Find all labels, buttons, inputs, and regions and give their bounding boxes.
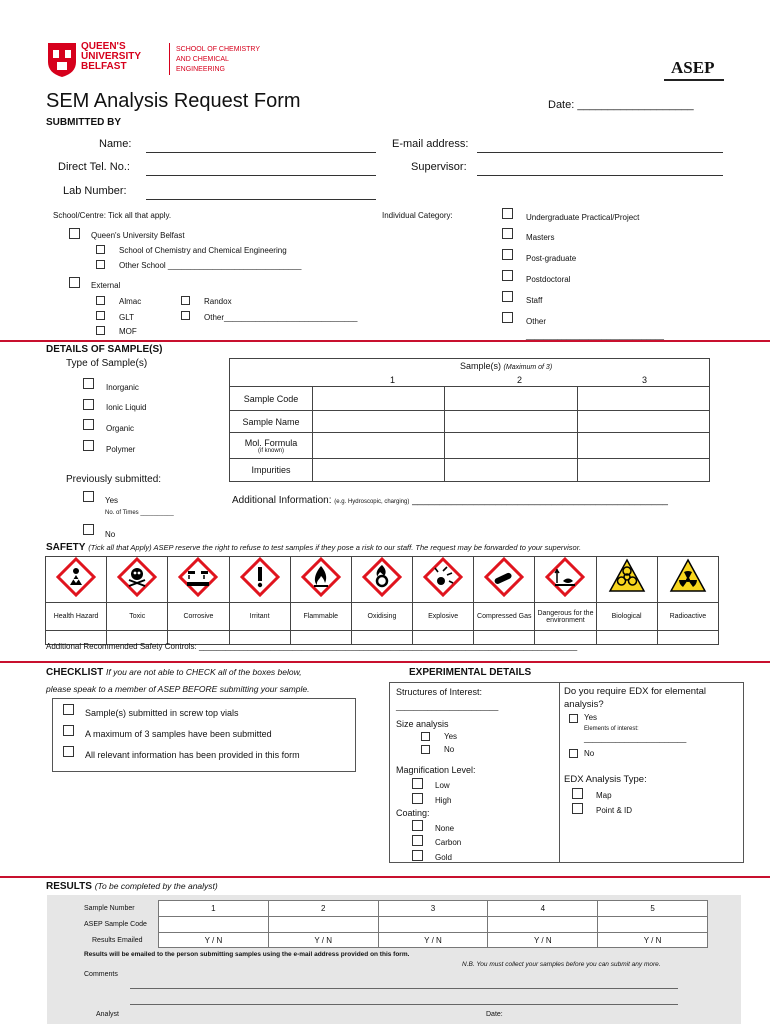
emailed-yn-cell[interactable]: Y / N bbox=[488, 933, 598, 948]
comments-line[interactable] bbox=[130, 988, 678, 989]
page-title: SEM Analysis Request Form bbox=[46, 90, 301, 112]
qub-logo bbox=[47, 42, 77, 78]
hazard-cell[interactable] bbox=[229, 557, 290, 603]
mol-formula-cell[interactable] bbox=[577, 433, 709, 459]
sample-code-cell[interactable] bbox=[445, 387, 577, 411]
postdoctoral-checkbox[interactable] bbox=[502, 270, 513, 281]
flame-icon bbox=[301, 557, 341, 597]
hazard-tick-cell[interactable] bbox=[596, 631, 657, 645]
sample-name-label: Sample Name bbox=[230, 411, 313, 433]
hazard-table bbox=[45, 556, 719, 645]
sample-name-cell[interactable] bbox=[577, 411, 709, 433]
qub-checkbox[interactable] bbox=[69, 228, 80, 239]
additional-safety-controls[interactable]: Additional Recommended Safety Controls: _____________________________________________________________________________________ bbox=[46, 642, 578, 651]
radiation-icon bbox=[668, 557, 708, 597]
sample-name-cell[interactable] bbox=[313, 411, 445, 433]
emailed-yn-cell[interactable]: Y / N bbox=[268, 933, 378, 948]
mag-high-checkbox[interactable] bbox=[412, 793, 423, 804]
corrosive-icon bbox=[178, 557, 218, 597]
result-col-number: 2 bbox=[268, 901, 378, 917]
size-yes-checkbox[interactable] bbox=[421, 732, 430, 741]
ionic-liquid-checkbox[interactable] bbox=[83, 399, 94, 410]
hazard-label: Irritant bbox=[229, 603, 290, 631]
results-table bbox=[158, 900, 708, 948]
biohazard-icon bbox=[607, 557, 647, 597]
hazard-cell[interactable] bbox=[596, 557, 657, 603]
hazard-cell[interactable] bbox=[46, 557, 107, 603]
hazard-cell[interactable] bbox=[535, 557, 596, 603]
asep-code-cell[interactable] bbox=[598, 917, 708, 933]
exclamation-icon bbox=[240, 557, 280, 597]
supervisor-field[interactable] bbox=[477, 175, 723, 176]
polymer-checkbox[interactable] bbox=[83, 440, 94, 451]
hazard-cell[interactable] bbox=[657, 557, 718, 603]
checklist-item-checkbox[interactable] bbox=[63, 704, 74, 715]
organic-checkbox[interactable] bbox=[83, 419, 94, 430]
samples-table: Sample(s) (Maximum of 3) 1 2 3 Sample Code Sample Name Mol. Formula (if known) Impurities bbox=[229, 358, 710, 482]
almac-checkbox[interactable] bbox=[96, 296, 105, 305]
environment-icon bbox=[545, 557, 585, 597]
hazard-label: Compressed Gas bbox=[474, 603, 535, 631]
impurities-cell[interactable] bbox=[313, 459, 445, 482]
mag-low-checkbox[interactable] bbox=[412, 778, 423, 789]
checklist-heading: CHECKLIST If you are not able to CHECK all of the boxes below, bbox=[46, 667, 302, 678]
mol-formula-label: Mol. Formula (if known) bbox=[230, 433, 313, 459]
sample-code-label: Sample Code bbox=[230, 387, 313, 411]
postgraduate-checkbox[interactable] bbox=[502, 249, 513, 260]
mof-checkbox[interactable] bbox=[96, 326, 105, 335]
asep-code-cell[interactable] bbox=[268, 917, 378, 933]
lab-number-field[interactable] bbox=[146, 199, 376, 200]
gas-cylinder-icon bbox=[484, 557, 524, 597]
skull-icon bbox=[117, 557, 157, 597]
inorganic-checkbox[interactable] bbox=[83, 378, 94, 389]
hazard-cell[interactable] bbox=[474, 557, 535, 603]
glt-checkbox[interactable] bbox=[96, 311, 105, 320]
edx-yes-checkbox[interactable] bbox=[569, 714, 578, 723]
hazard-label: Oxidising bbox=[351, 603, 412, 631]
coating-gold-checkbox[interactable] bbox=[412, 850, 423, 861]
result-col-number: 5 bbox=[598, 901, 708, 917]
other-school-checkbox[interactable] bbox=[96, 260, 105, 269]
hazard-label: Biological bbox=[596, 603, 657, 631]
school-name: SCHOOL OF CHEMISTRY AND CHEMICAL ENGINEERING bbox=[176, 46, 261, 73]
emailed-yn-cell[interactable]: Y / N bbox=[159, 933, 269, 948]
mol-formula-cell[interactable] bbox=[313, 433, 445, 459]
hazard-cell[interactable] bbox=[168, 557, 229, 603]
date-field[interactable]: Date: ___________________ bbox=[548, 99, 694, 111]
asep-code-cell[interactable] bbox=[488, 917, 598, 933]
emailed-yn-cell[interactable]: Y / N bbox=[598, 933, 708, 948]
sample-code-cell[interactable] bbox=[313, 387, 445, 411]
masters-checkbox[interactable] bbox=[502, 228, 513, 239]
other-external-checkbox[interactable] bbox=[181, 311, 190, 320]
asep-code-cell[interactable] bbox=[159, 917, 269, 933]
hazard-label: Flammable bbox=[290, 603, 351, 631]
hazard-label: Health Hazard bbox=[46, 603, 107, 631]
hazard-label: Corrosive bbox=[168, 603, 229, 631]
experimental-heading: EXPERIMENTAL DETAILS bbox=[409, 667, 532, 678]
coating-carbon-checkbox[interactable] bbox=[412, 835, 423, 846]
coating-none-checkbox[interactable] bbox=[412, 820, 423, 831]
tel-field[interactable] bbox=[146, 175, 376, 176]
details-heading: DETAILS OF SAMPLE(S) bbox=[46, 344, 163, 355]
hazard-label: Explosive bbox=[413, 603, 474, 631]
edx-point-checkbox[interactable] bbox=[572, 803, 583, 814]
mol-formula-cell[interactable] bbox=[445, 433, 577, 459]
impurities-cell[interactable] bbox=[445, 459, 577, 482]
submitted-by-heading: SUBMITTED BY bbox=[46, 117, 121, 128]
undergraduate-checkbox[interactable] bbox=[502, 208, 513, 219]
asep-logo: ASEP bbox=[671, 58, 715, 77]
school-chem-checkbox[interactable] bbox=[96, 245, 105, 254]
asep-code-cell[interactable] bbox=[378, 917, 488, 933]
sample-code-cell[interactable] bbox=[577, 387, 709, 411]
impurities-cell[interactable] bbox=[577, 459, 709, 482]
staff-checkbox[interactable] bbox=[502, 291, 513, 302]
result-col-number: 3 bbox=[378, 901, 488, 917]
edx-no-checkbox[interactable] bbox=[569, 749, 578, 758]
flame-over-circle-icon bbox=[362, 557, 402, 597]
previously-no-checkbox[interactable] bbox=[83, 524, 94, 535]
impurities-label: Impurities bbox=[230, 459, 313, 482]
result-col-number: 1 bbox=[159, 901, 269, 917]
randox-checkbox[interactable] bbox=[181, 296, 190, 305]
hazard-tick-cell[interactable] bbox=[657, 631, 718, 645]
sample-name-cell[interactable] bbox=[445, 411, 577, 433]
hazard-cell[interactable] bbox=[107, 557, 168, 603]
hazard-label: Radioactive bbox=[657, 603, 718, 631]
comments-line[interactable] bbox=[130, 1004, 678, 1005]
hazard-label: Dangerous for the environment bbox=[535, 603, 596, 631]
edx-map-checkbox[interactable] bbox=[572, 788, 583, 799]
health-hazard-icon bbox=[56, 557, 96, 597]
size-no-checkbox[interactable] bbox=[421, 745, 430, 754]
external-checkbox[interactable] bbox=[69, 277, 80, 288]
name-field[interactable] bbox=[146, 152, 376, 153]
hazard-label: Toxic bbox=[107, 603, 168, 631]
additional-info-field[interactable]: Additional Information: (e.g. Hydroscopic, charging) ______________________________________________ bbox=[232, 495, 668, 506]
checklist-item-checkbox[interactable] bbox=[63, 725, 74, 736]
emailed-yn-cell[interactable]: Y / N bbox=[378, 933, 488, 948]
safety-heading: SAFETY (Tick all that Apply) ASEP reserve the right to refuse to test samples if they pose a risk to our staff. The request may be forwarded to your supervisor. bbox=[46, 542, 582, 553]
university-name: QUEEN'S UNIVERSITY BELFAST bbox=[81, 41, 142, 72]
hazard-cell[interactable] bbox=[290, 557, 351, 603]
hazard-cell[interactable] bbox=[351, 557, 412, 603]
other-category-checkbox[interactable] bbox=[502, 312, 513, 323]
email-field[interactable] bbox=[477, 152, 723, 153]
results-heading: RESULTS (To be completed by the analyst) bbox=[46, 881, 218, 892]
previously-yes-checkbox[interactable] bbox=[83, 491, 94, 502]
exploding-bomb-icon bbox=[423, 557, 463, 597]
hazard-cell[interactable] bbox=[413, 557, 474, 603]
result-col-number: 4 bbox=[488, 901, 598, 917]
checklist-item-checkbox[interactable] bbox=[63, 746, 74, 757]
